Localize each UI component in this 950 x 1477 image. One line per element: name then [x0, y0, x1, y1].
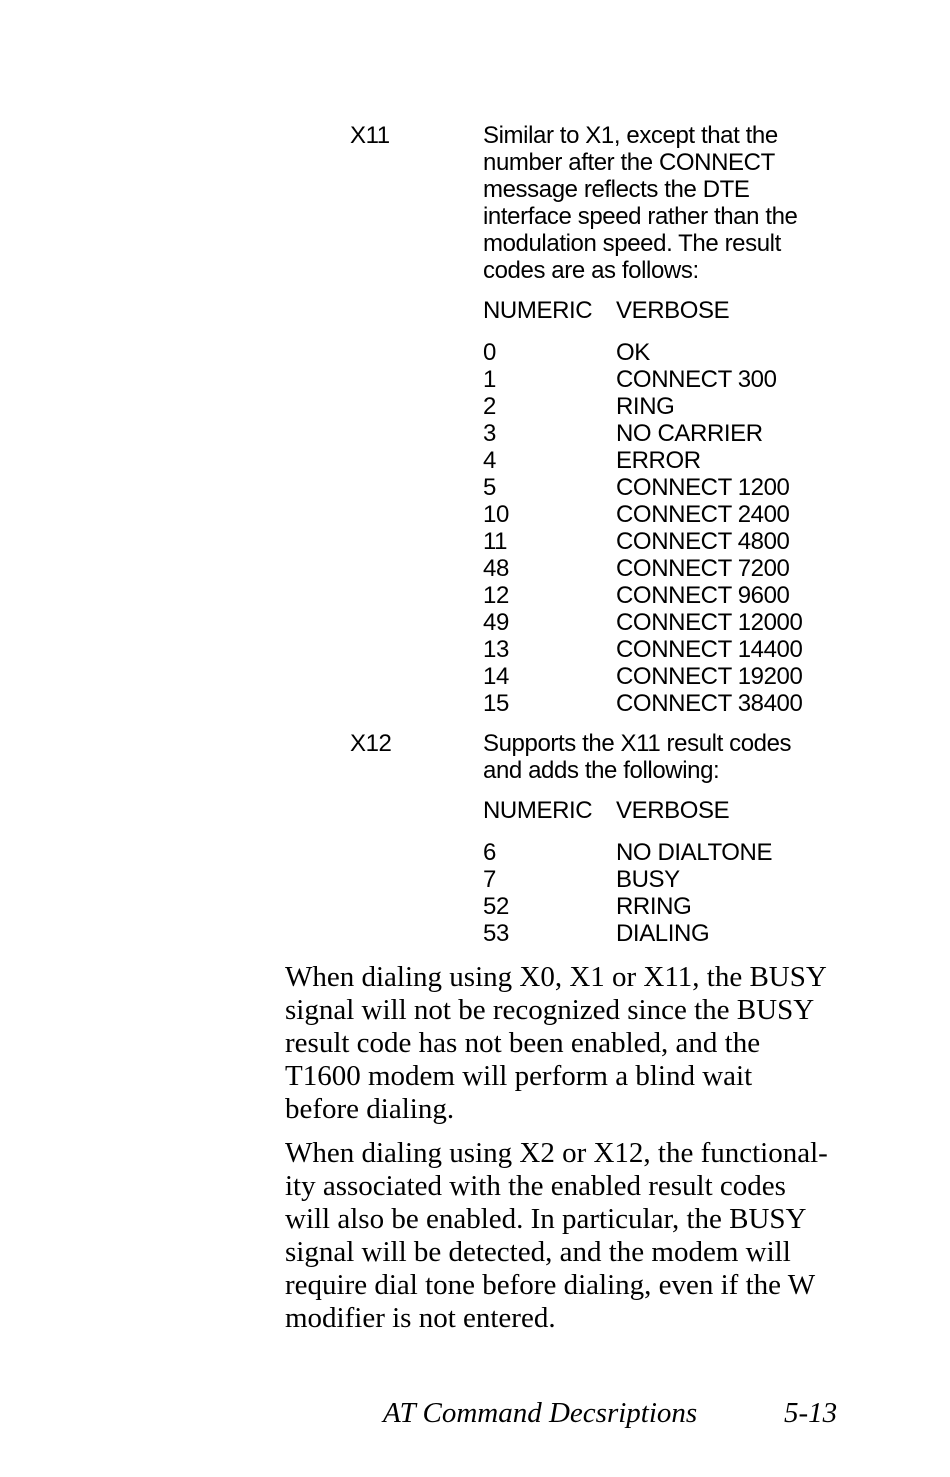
x12-table-header — [483, 797, 729, 824]
numeric-code: 0 — [483, 339, 496, 366]
verbose-code: CONNECT 14400 — [616, 636, 803, 663]
numeric-code: 15 — [483, 690, 509, 717]
verbose-code: CONNECT 300 — [616, 366, 777, 393]
numeric-code: 14 — [483, 663, 509, 690]
numeric-code: 11 — [483, 528, 508, 555]
verbose-code: DIALING — [616, 920, 710, 947]
x12-description — [483, 730, 863, 784]
header-verbose: VERBOSE — [616, 797, 730, 824]
header-verbose: VERBOSE — [616, 297, 730, 324]
term-x12: X12 — [350, 730, 392, 757]
verbose-code: NO DIALTONE — [616, 839, 773, 866]
verbose-code: NO CARRIER — [616, 420, 763, 447]
numeric-code: 5 — [483, 474, 496, 501]
numeric-code: 7 — [483, 866, 496, 893]
numeric-code: 48 — [483, 555, 509, 582]
description-line: modulation speed. The result — [483, 230, 781, 257]
verbose-code: CONNECT 7200 — [616, 555, 790, 582]
footer-page-number: 5-13 — [784, 1397, 838, 1429]
verbose-code: CONNECT 2400 — [616, 501, 790, 528]
paragraph-line: ity associated with the enabled result codes — [285, 1170, 786, 1202]
paragraph-line: When dialing using X0, X1 or X11, the BUSY — [285, 961, 827, 993]
description-line: number after the CONNECT — [483, 149, 775, 176]
verbose-code: CONNECT 9600 — [616, 582, 790, 609]
verbose-code: RING — [616, 393, 675, 420]
description-line: interface speed rather than the — [483, 203, 798, 230]
numeric-code: 49 — [483, 609, 509, 636]
x11-description — [483, 122, 863, 284]
numeric-code: 53 — [483, 920, 509, 947]
header-numeric: NUMERIC — [483, 297, 593, 324]
numeric-code: 6 — [483, 839, 496, 866]
paragraph-line: signal will not be recognized since the BUSY — [285, 994, 815, 1026]
description-line: codes are as follows: — [483, 257, 699, 284]
verbose-code: CONNECT 12000 — [616, 609, 803, 636]
paragraph-line: will also be enabled. In particular, the BUSY — [285, 1203, 807, 1235]
numeric-code: 52 — [483, 893, 509, 920]
description-line: message reflects the DTE — [483, 176, 750, 203]
verbose-code: OK — [616, 339, 650, 366]
header-numeric: NUMERIC — [483, 797, 593, 824]
description-line: Similar to X1, except that the — [483, 122, 778, 149]
paragraph-functionality — [285, 1137, 845, 1335]
description-line: and adds the following: — [483, 757, 720, 784]
numeric-code: 1 — [483, 366, 496, 393]
description-line: Supports the X11 result codes — [483, 730, 792, 757]
verbose-code: CONNECT 19200 — [616, 663, 803, 690]
paragraph-busy-detection — [285, 961, 845, 1126]
numeric-code: 13 — [483, 636, 509, 663]
verbose-code: BUSY — [616, 866, 680, 893]
term-x11: X11 — [350, 122, 390, 149]
paragraph-line: require dial tone before dialing, even if the W — [285, 1269, 816, 1301]
paragraph-line: before dialing. — [285, 1093, 455, 1125]
x11-table-header — [483, 297, 729, 324]
paragraph-line: T1600 modem will perform a blind wait — [285, 1060, 753, 1092]
numeric-code: 4 — [483, 447, 496, 474]
verbose-code: RRING — [616, 893, 692, 920]
verbose-code: CONNECT 4800 — [616, 528, 790, 555]
paragraph-line: signal will be detected, and the modem will — [285, 1236, 791, 1268]
paragraph-line: result code has not been enabled, and the — [285, 1027, 761, 1059]
numeric-code: 2 — [483, 393, 496, 420]
numeric-code: 10 — [483, 501, 509, 528]
paragraph-line: modifier is not entered. — [285, 1302, 556, 1334]
footer-section-title: AT Command Decsriptions — [383, 1397, 698, 1429]
paragraph-line: When dialing using X2 or X12, the functional- — [285, 1137, 828, 1169]
verbose-code: ERROR — [616, 447, 701, 474]
verbose-code: CONNECT 1200 — [616, 474, 790, 501]
verbose-code: CONNECT 38400 — [616, 690, 803, 717]
numeric-code: 3 — [483, 420, 496, 447]
numeric-code: 12 — [483, 582, 509, 609]
